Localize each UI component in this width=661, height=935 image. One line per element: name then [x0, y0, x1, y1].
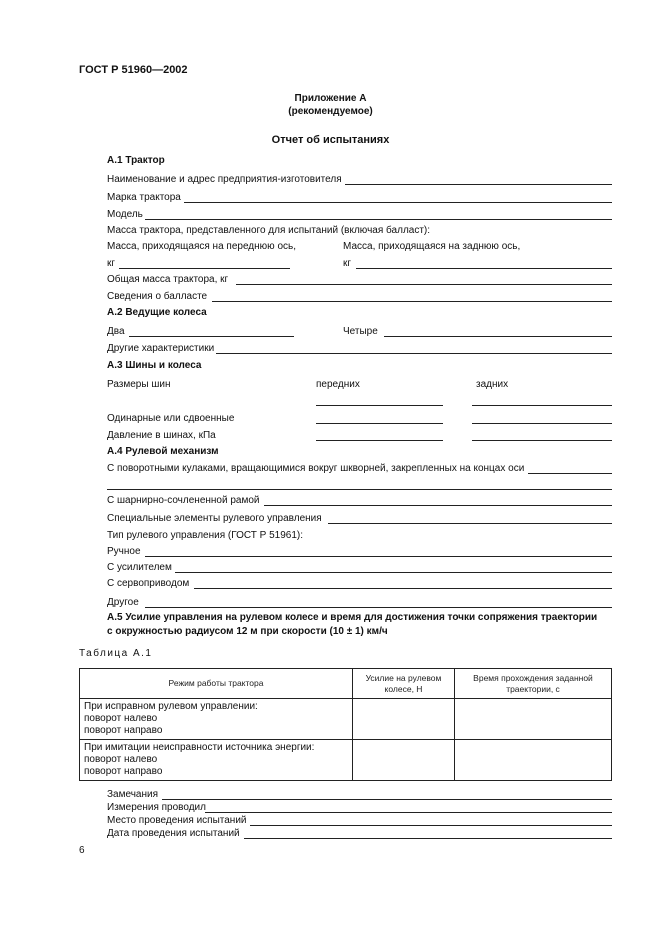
remarks-field[interactable] [162, 799, 612, 800]
front-single-dual-field[interactable] [316, 423, 443, 424]
header-mode: Режим работы трактора [80, 669, 353, 699]
document-code: ГОСТ Р 51960—2002 [79, 64, 188, 76]
manufacturer-field[interactable] [345, 184, 612, 185]
tire-sizes-label: Размеры шин [107, 379, 171, 390]
rear-axle-label: Масса, приходящаяся на заднюю ось, [343, 241, 521, 252]
front-tire-pressure-field[interactable] [316, 440, 443, 441]
special-elements-label: Специальные элементы рулевого управления [107, 513, 322, 524]
remarks-label: Замечания [107, 789, 159, 800]
other-steering-field[interactable] [145, 607, 612, 608]
test-date-field[interactable] [244, 838, 612, 839]
row-mode-line1: При имитации неисправности источника энергии: [84, 742, 315, 753]
front-axle-kg-label: кг [107, 258, 116, 269]
table-caption: Таблица А.1 [79, 648, 153, 659]
knuckles-field[interactable] [528, 473, 612, 474]
articulated-frame-label: С шарнирно-сочлененной рамой [107, 495, 260, 506]
four-wheels-field[interactable] [384, 336, 612, 337]
front-tires-label: передних [316, 379, 360, 390]
test-place-label: Место проведения испытаний [107, 815, 247, 826]
header-time: Время прохождения заданной траектории, с [455, 669, 612, 699]
manufacturer-label: Наименование и адрес предприятия-изготовителя [107, 174, 342, 185]
time-cell[interactable] [455, 699, 612, 740]
knuckles-label: С поворотными кулаками, вращающимися вокруг шкворней, закрепленных на концах оси [107, 463, 525, 474]
rear-axle-kg-label: кг [343, 258, 352, 269]
section-a5-heading: А.5 Усилие управления на рулевом колесе и время для достижения точки сопряжения траектории [107, 612, 598, 623]
header-force: Усилие на рулевом колесе, Н [353, 669, 455, 699]
section-a4-heading: А.4 Рулевой механизм [107, 446, 219, 457]
tire-pressure-label: Давление в шинах, кПа [107, 430, 216, 441]
appendix-subtitle: (рекомендуемое) [288, 106, 373, 117]
amplifier-label: С усилителем [107, 562, 172, 573]
test-date-label: Дата проведения испытаний [107, 828, 240, 839]
section-a3-heading: А.3 Шины и колеса [107, 360, 202, 371]
two-wheels-label: Два [107, 326, 125, 337]
servo-field[interactable] [194, 588, 612, 589]
other-features-field[interactable] [216, 353, 612, 354]
row-mode-line1: При исправном рулевом управлении: [84, 701, 258, 712]
other-features-label: Другие характеристики [107, 343, 215, 354]
section-a5-heading-line2: с окружностью радиусом 12 м при скорости (10 ± 1) км/ч [107, 626, 388, 637]
table-a1 [79, 668, 612, 781]
section-a2-heading: А.2 Ведущие колеса [107, 307, 207, 318]
manual-field[interactable] [145, 556, 612, 557]
ballast-field[interactable] [212, 301, 612, 302]
row-mode-line2: поворот налево [84, 713, 158, 724]
front-axle-label: Масса, приходящаяся на переднюю ось, [107, 241, 296, 252]
row-mode-line3: поворот направо [84, 766, 163, 777]
four-wheels-label: Четыре [343, 326, 378, 337]
single-dual-label: Одинарные или сдвоенные [107, 413, 235, 424]
row-mode-line3: поворот направо [84, 725, 163, 736]
brand-field[interactable] [184, 202, 612, 203]
steering-type-label: Тип рулевого управления (ГОСТ Р 51961): [107, 530, 304, 541]
page-number: 6 [79, 845, 85, 856]
total-mass-label: Общая масса трактора, кг [107, 274, 229, 285]
special-elements-field[interactable] [328, 523, 612, 524]
servo-label: С сервоприводом [107, 578, 190, 589]
model-field[interactable] [145, 219, 612, 220]
articulated-frame-field[interactable] [264, 505, 612, 506]
total-mass-field[interactable] [236, 284, 612, 285]
time-cell[interactable] [455, 740, 612, 781]
front-tire-size-field[interactable] [316, 405, 443, 406]
force-cell[interactable] [353, 699, 455, 740]
model-label: Модель [107, 209, 143, 220]
measured-by-label: Измерения проводил [107, 802, 206, 813]
rear-single-dual-field[interactable] [472, 423, 612, 424]
row-mode-cell [80, 699, 353, 740]
other-steering-label: Другое [107, 597, 139, 608]
section-a1-heading: А.1 Трактор [107, 155, 165, 166]
rear-tire-pressure-field[interactable] [472, 440, 612, 441]
appendix-title: Приложение А [294, 93, 367, 104]
test-place-field[interactable] [250, 825, 612, 826]
table-row [80, 699, 612, 740]
row-mode-cell [80, 740, 353, 781]
amplifier-field[interactable] [175, 572, 612, 573]
measured-by-field[interactable] [205, 812, 612, 813]
mass-intro-label: Масса трактора, представленного для испытаний (включая балласт): [107, 225, 431, 236]
two-wheels-field[interactable] [129, 336, 294, 337]
row-mode-line2: поворот налево [84, 754, 158, 765]
knuckles-field-continued[interactable] [107, 489, 612, 490]
rear-tire-size-field[interactable] [472, 405, 612, 406]
brand-label: Марка трактора [107, 192, 181, 203]
force-cell[interactable] [353, 740, 455, 781]
report-title: Отчет об испытаниях [271, 134, 390, 146]
front-axle-mass-field[interactable] [119, 268, 290, 269]
table-row [80, 740, 612, 781]
ballast-label: Сведения о балласте [107, 291, 208, 302]
rear-axle-mass-field[interactable] [356, 268, 612, 269]
rear-tires-label: задних [476, 379, 509, 390]
manual-label: Ручное [107, 546, 141, 557]
